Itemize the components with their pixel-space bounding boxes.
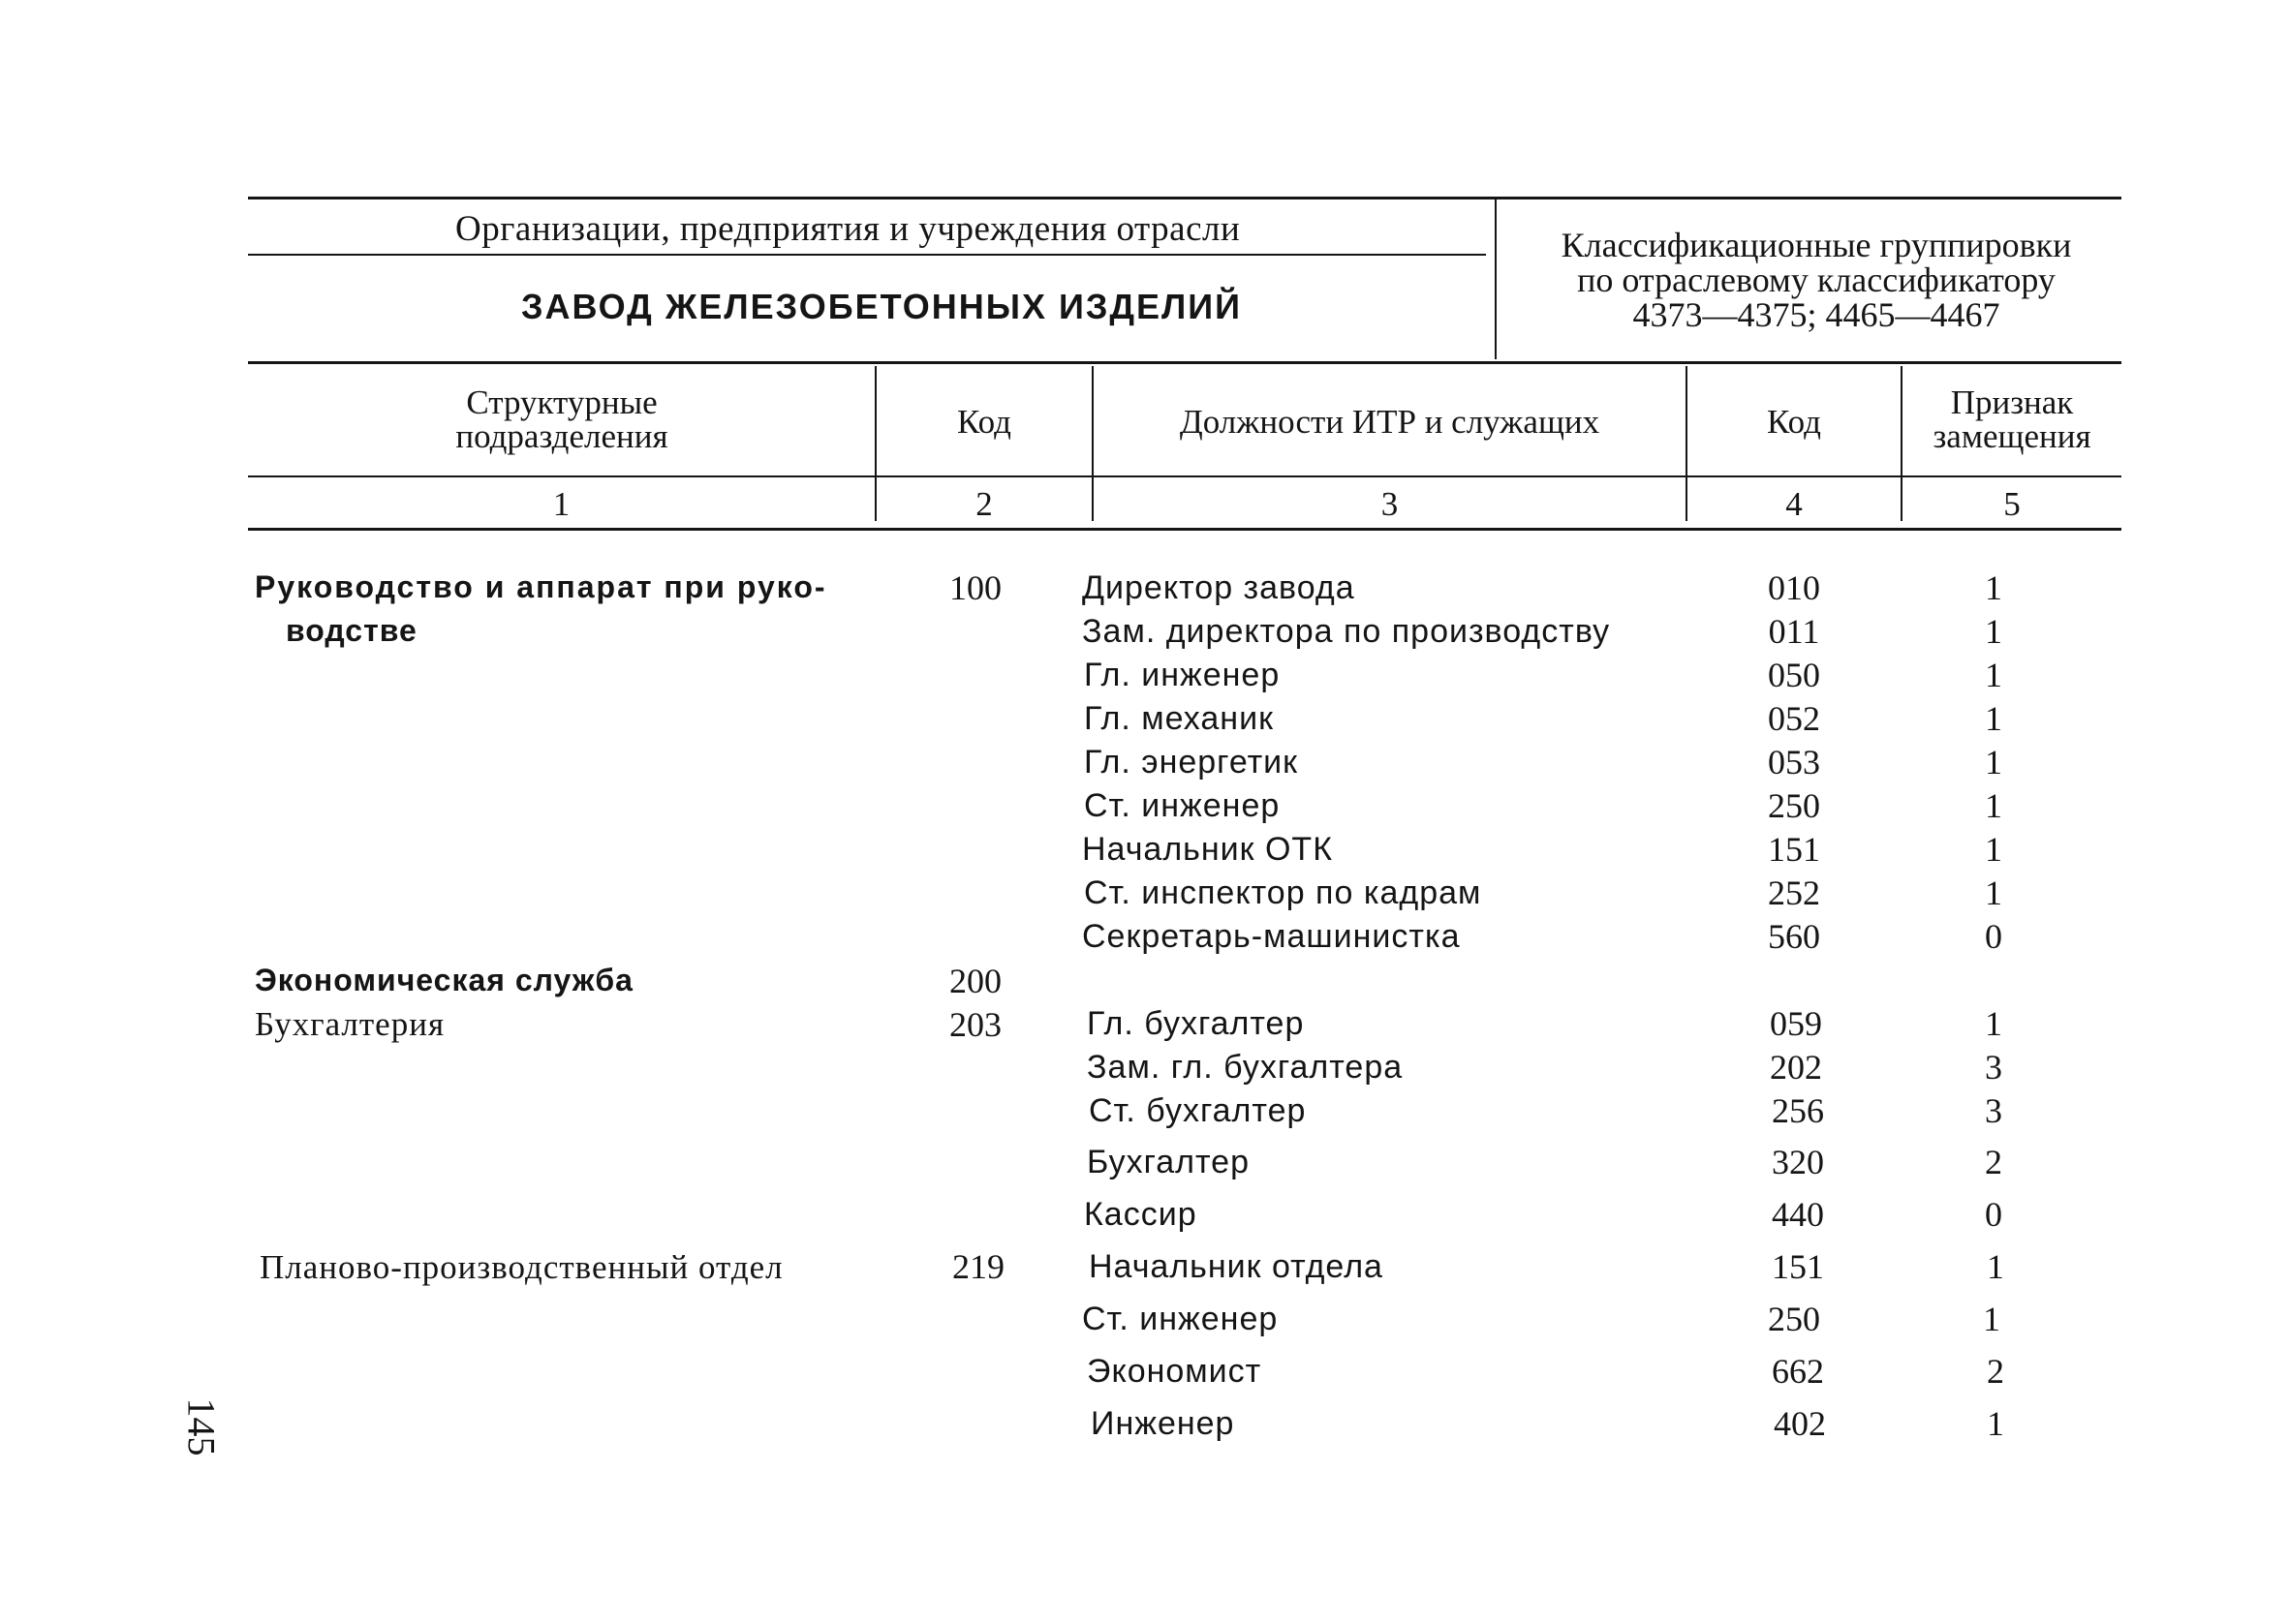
department-name: Экономическая служба [255,963,634,997]
position-sign: 2 [1985,1143,2002,1181]
department-code: 203 [949,1005,1002,1044]
position-title: Гл. энергетик [1084,744,1299,781]
position-code: 440 [1772,1195,1824,1234]
department-name: Руководство и аппарат при руко- [255,569,827,604]
position-sign: 1 [1985,743,2002,781]
colhead-positions: Должности ИТР и служащих [1179,403,1600,441]
position-code: 662 [1772,1352,1824,1391]
colhead-code-2: Код [1767,403,1821,441]
header-mid-rule [248,254,1486,256]
position-sign: 1 [1985,873,2002,912]
position-sign: 1 [1985,1004,2002,1043]
position-sign: 1 [1983,1300,2000,1338]
colnum-3: 3 [1380,485,1399,523]
position-sign: 1 [1987,1247,2004,1286]
position-title: Секретарь-машинистка [1082,918,1461,955]
position-sign: 0 [1985,1195,2002,1234]
position-title: Ст. инженер [1084,787,1281,824]
department-code: 219 [952,1247,1005,1286]
position-title: Гл. бухгалтер [1087,1005,1305,1042]
colhead-replacement-sign: Признак замещения [1933,383,2091,455]
department-name: Планово-производственный отдел [260,1248,784,1286]
position-title: Ст. бухгалтер [1089,1092,1307,1129]
position-sign: 2 [1987,1352,2004,1391]
classification-line-1: Классификационные группировки [1561,226,2072,264]
position-code: 320 [1772,1143,1824,1181]
factory-title: ЗАВОД ЖЕЛЕЗОБЕТОННЫХ ИЗДЕЛИЙ [521,287,1243,326]
position-sign: 3 [1985,1048,2002,1087]
position-code: 011 [1768,612,1820,651]
position-code: 050 [1768,656,1820,694]
department-name: Бухгалтерия [255,1005,446,1043]
position-code: 151 [1768,830,1820,869]
header-top-rule [248,197,2121,199]
position-title: Бухгалтер [1087,1144,1250,1180]
position-code: 560 [1768,917,1820,956]
position-code: 202 [1770,1048,1822,1087]
position-title: Гл. инженер [1084,657,1281,693]
position-sign: 1 [1987,1404,2004,1443]
classification-line-3: 4373—4375; 4465—4467 [1632,295,2000,334]
position-code: 250 [1768,1300,1820,1338]
position-sign: 1 [1985,830,2002,869]
org-line: Организации, предприятия и учреждения отрасли [455,209,1241,249]
position-sign: 3 [1985,1091,2002,1130]
position-code: 252 [1768,873,1820,912]
header-divider [1495,199,1497,359]
position-code: 402 [1774,1404,1826,1443]
position-sign: 0 [1985,917,2002,956]
colnum-4: 4 [1785,485,1803,523]
colnum-2: 2 [975,485,993,523]
department-name-cont: водстве [286,613,418,648]
colnum-bottom-rule [248,528,2121,531]
position-code: 059 [1770,1004,1822,1043]
position-title: Ст. инспектор по кадрам [1084,874,1482,911]
colhead-structural-units: Структурные подразделения [455,383,668,455]
position-sign: 1 [1985,699,2002,738]
position-title: Начальник ОТК [1082,831,1334,868]
colnum-1: 1 [552,485,571,523]
position-sign: 1 [1985,568,2002,607]
position-title: Кассир [1084,1196,1197,1233]
position-title: Зам. гл. бухгалтера [1087,1049,1404,1086]
position-title: Гл. механик [1084,700,1274,737]
position-sign: 1 [1985,612,2002,651]
page-number: 145 [179,1397,224,1456]
position-title: Директор завода [1082,569,1355,606]
colhead-bottom-rule [248,475,2121,477]
position-sign: 1 [1985,786,2002,825]
colhead-top-rule [248,361,2121,364]
position-title: Зам. директора по производству [1082,613,1611,650]
position-title: Начальник отдела [1089,1248,1383,1285]
position-title: Ст. инженер [1082,1301,1279,1337]
position-code: 052 [1768,699,1820,738]
department-code: 200 [949,962,1002,1000]
position-title: Инженер [1091,1405,1235,1442]
classification-block [1511,228,2121,332]
position-code: 256 [1772,1091,1824,1130]
classification-line-2: по отраслевому классификатору [1577,260,2056,299]
colhead-code-1: Код [957,403,1011,441]
position-sign: 1 [1985,656,2002,694]
position-code: 010 [1768,568,1820,607]
position-code: 053 [1768,743,1820,781]
position-code: 250 [1768,786,1820,825]
department-code: 100 [949,568,1002,607]
position-title: Экономист [1087,1353,1262,1390]
position-code: 151 [1772,1247,1824,1286]
colnum-5: 5 [2003,485,2021,523]
